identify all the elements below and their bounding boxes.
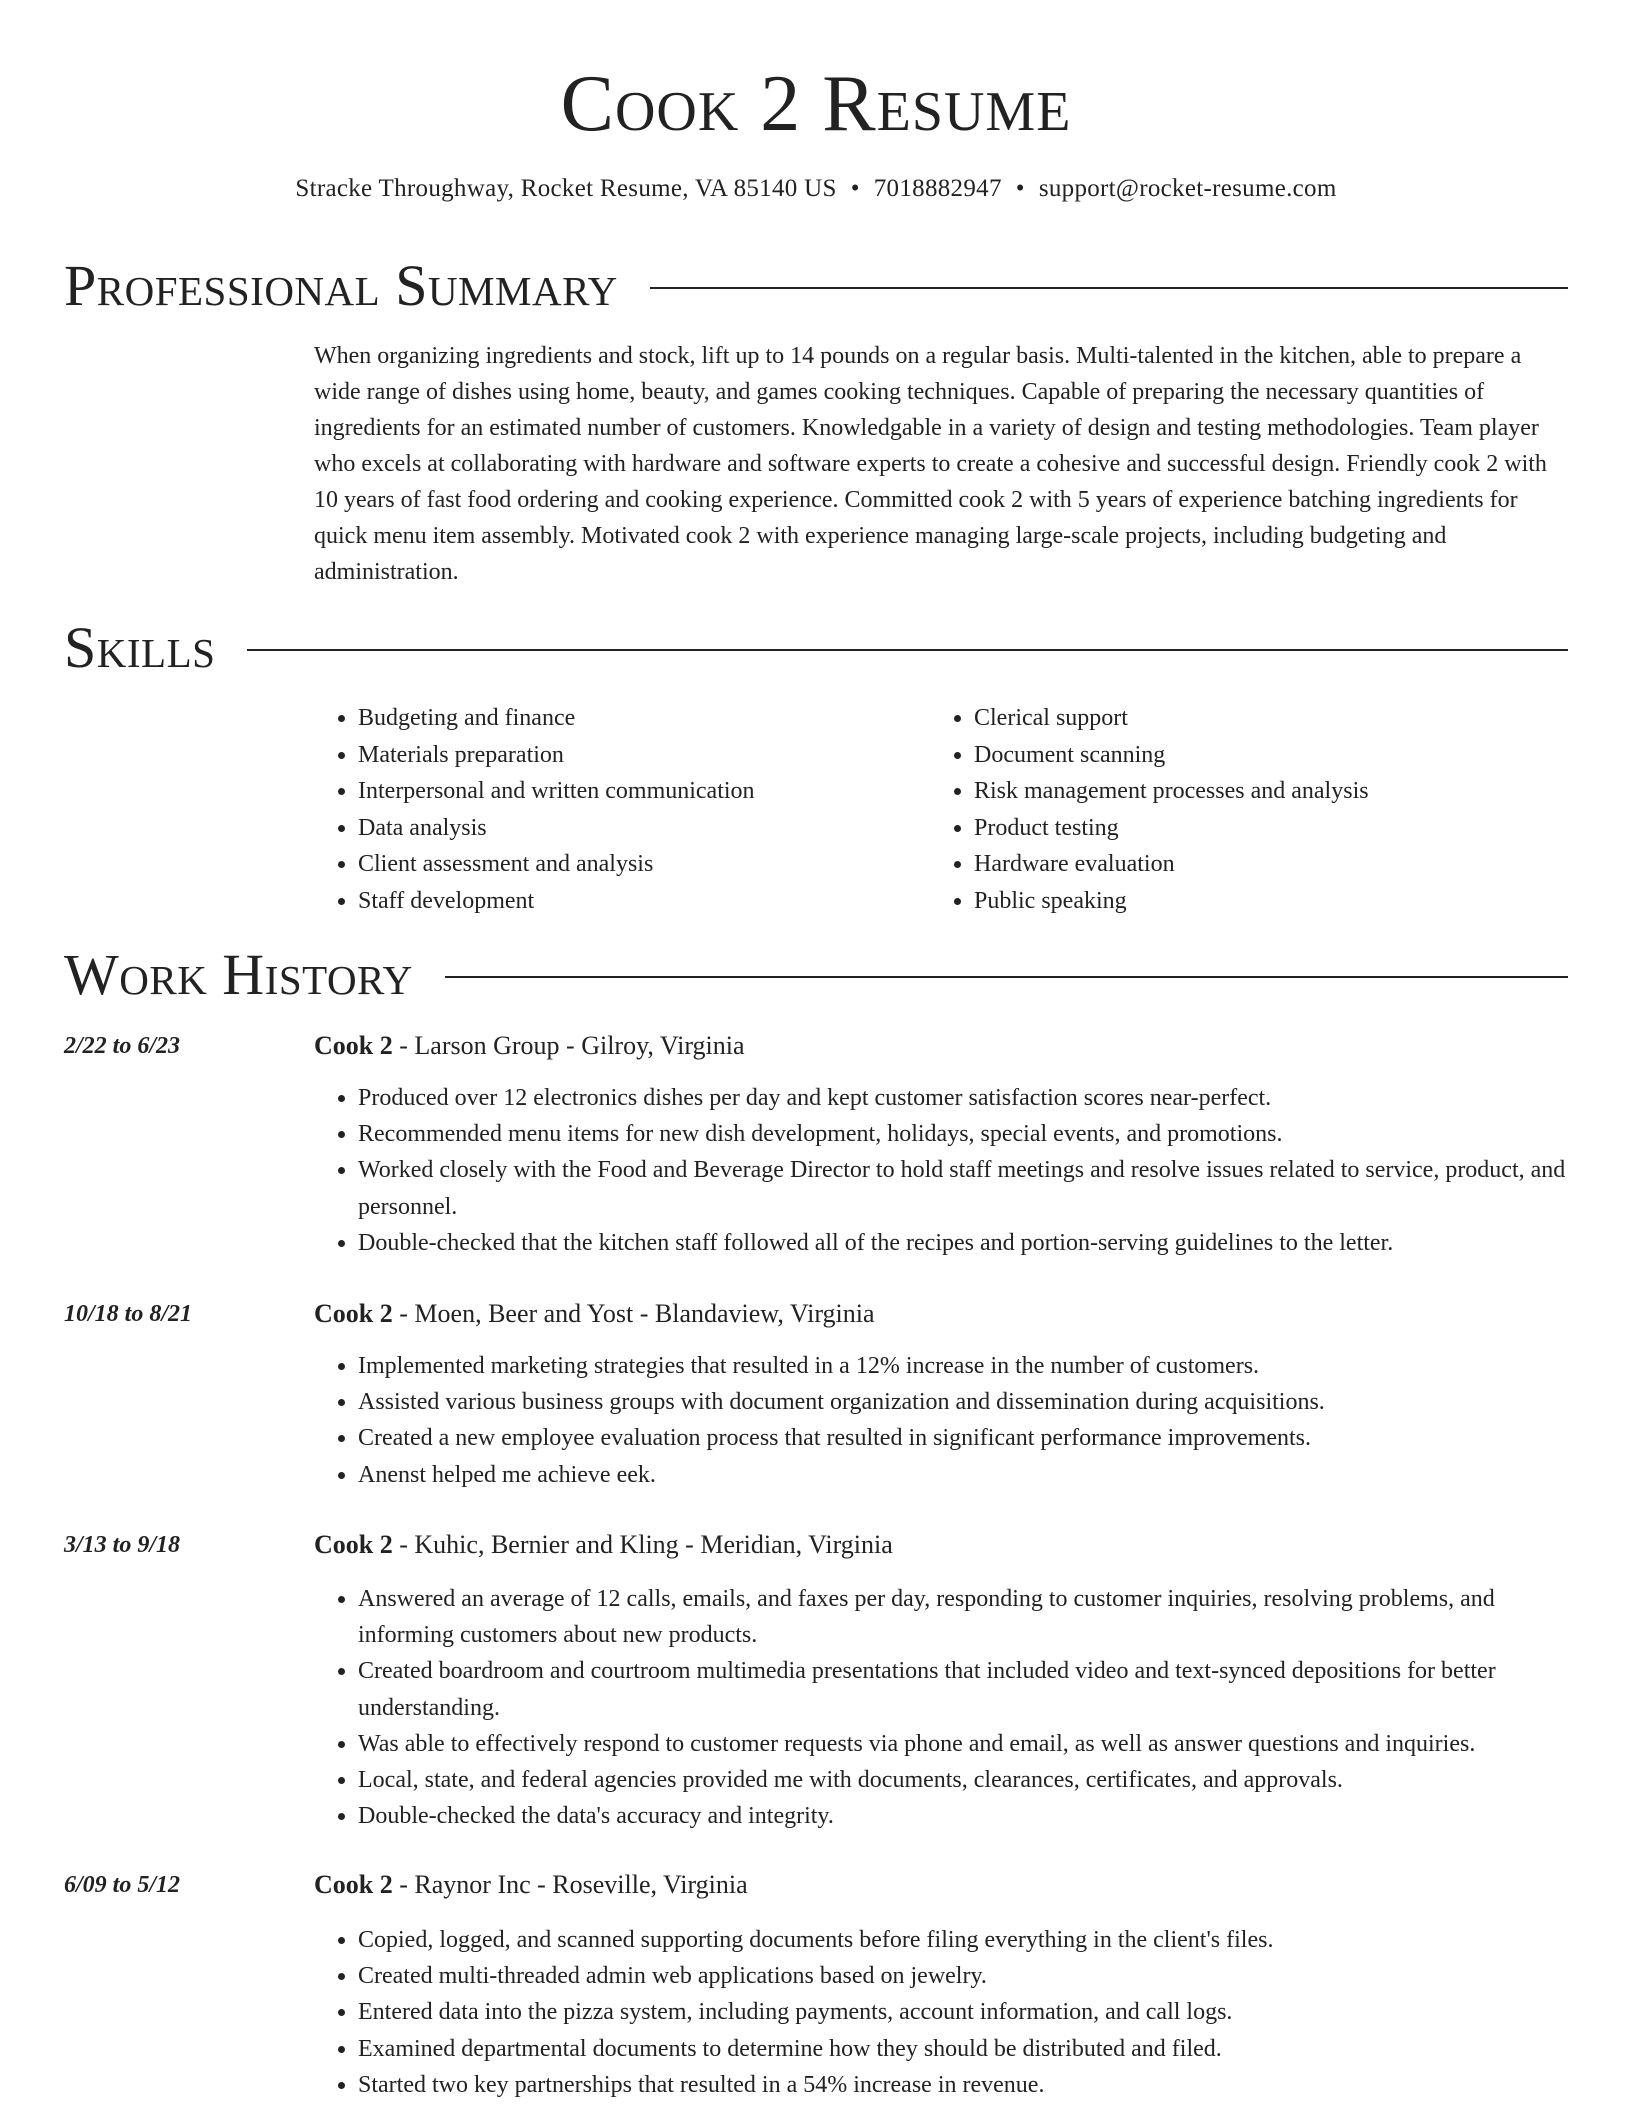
job-dates: 2/22 to 6/23 [64,1033,181,1059]
job-bullet: • Assisted various business groups with document organization and dissemination during acquisitions. [358,1384,1568,1420]
job-bullet: • Recommended menu items for new dish development, holidays, special events, and promotions. [358,1116,1568,1152]
contact-email: support@rocket-resume.com [1038,175,1337,202]
skills-column-right [930,700,1546,920]
job-bullet: • Examined departmental documents to determine how they should be distributed and filed. [358,2031,1568,2067]
summary-heading-row [64,254,1568,318]
job-bullet: • Anenst helped me achieve eek. [358,1457,1568,1493]
contact-phone: 7018882947 [873,175,1002,202]
job-employer: - Raynor Inc - Roseville, Virginia [392,1870,748,1899]
job-role: Cook 2 [314,1031,393,1060]
section-divider [247,649,1568,651]
contact-separator: • [850,175,860,202]
job-bullet: • Local, state, and federal agencies provided me with documents, clearances, certificates, and approvals. [358,1762,1568,1798]
job-header [314,1527,893,1563]
job-header [314,1296,875,1332]
skill-item: • Public speaking [974,883,1546,920]
job-bullets [314,1080,1568,1261]
skills-heading: Skills [64,615,216,680]
job-role: Cook 2 [314,1299,393,1328]
skill-item: • Materials preparation [358,737,930,774]
job-dates: 6/09 to 5/12 [64,1872,181,1898]
skill-item: • Data analysis [358,810,930,847]
work-heading: Work History [64,942,413,1007]
skill-item: • Clerical support [974,700,1546,737]
resume-title: Cook 2 Resume [560,60,1072,148]
skill-item: • Client assessment and analysis [358,846,930,883]
skills-column-left [314,700,930,920]
skills-heading-row [64,616,1568,680]
job-bullet: • Created boardroom and courtroom multimedia presentations that included video and text-synced depositions for better understanding. [358,1653,1568,1725]
job-employer: - Kuhic, Bernier and Kling - Meridian, Virginia [392,1530,893,1559]
job-bullet: • Double-checked that the kitchen staff followed all of the recipes and portion-serving guidelines to the letter. [358,1225,1568,1261]
skill-item: • Risk management processes and analysis [974,773,1546,810]
job-bullet: • Double-checked the data's accuracy and integrity. [358,1798,1568,1834]
skill-item: • Staff development [358,883,930,920]
job-bullets [314,1922,1568,2103]
skill-item: • Hardware evaluation [974,846,1546,883]
job-header [314,1867,748,1903]
job-bullet: • Copied, logged, and scanned supporting documents before filing everything in the client's files. [358,1922,1568,1958]
job-dates: 3/13 to 9/18 [64,1532,181,1558]
job-dates: 10/18 to 8/21 [64,1301,193,1327]
job-bullet: • Was able to effectively respond to customer requests via phone and email, as well as answer questions and inquiries. [358,1726,1568,1762]
skill-item: • Interpersonal and written communication [358,773,930,810]
job-role: Cook 2 [314,1530,393,1559]
job-bullet: • Answered an average of 12 calls, emails, and faxes per day, responding to customer inquiries, resolving problems, and informing customers about new products. [358,1581,1568,1653]
section-divider [650,287,1568,289]
job-bullet: • Started two key partnerships that resulted in a 54% increase in revenue. [358,2067,1568,2103]
summary-heading: Professional Summary [64,253,618,318]
job-bullets [314,1581,1568,1834]
section-divider [445,976,1568,978]
job-employer: - Moen, Beer and Yost - Blandaview, Virginia [392,1299,875,1328]
contact-address: Stracke Throughway, Rocket Resume, VA 85140 US [295,175,837,202]
summary-text: When organizing ingredients and stock, lift up to 14 pounds on a regular basis. Multi-talented in the kitchen, able to prepare a wide range of dishes using home, beauty, and games cooking techniques. Capable of preparing the necessary quantities of ingredients for an estimated number of customers. Knowledgable in a variety of design and testing methodologies. Team player who excels at collaborating with hardware and software experts to create a cohesive and successful design. Friendly cook 2 with 10 years of fast food ordering and cooking experience. Committed cook 2 with 5 years of experience batching ingredients for quick menu item assembly. Motivated cook 2 with experience managing large-scale projects, including budgeting and administration. [314,343,1547,585]
job-employer: - Larson Group - Gilroy, Virginia [392,1031,745,1060]
skill-item: • Document scanning [974,737,1546,774]
job-role: Cook 2 [314,1870,393,1899]
work-heading-row [64,943,1568,1007]
job-bullet: • Created a new employee evaluation process that resulted in significant performance improvements. [358,1420,1568,1456]
skill-item: • Product testing [974,810,1546,847]
contact-separator: • [1015,175,1025,202]
job-bullet: • Entered data into the pizza system, including payments, account information, and call logs. [358,1994,1568,2030]
job-bullets [314,1348,1568,1493]
job-header [314,1028,745,1064]
contact-line [0,172,1632,206]
job-bullet: • Implemented marketing strategies that resulted in a 12% increase in the number of customers. [358,1348,1568,1384]
job-bullet: • Worked closely with the Food and Beverage Director to hold staff meetings and resolve issues related to service, product, and personnel. [358,1152,1568,1224]
skills-list [314,700,1570,920]
job-bullet: • Created multi-threaded admin web applications based on jewelry. [358,1958,1568,1994]
skill-item: • Budgeting and finance [358,700,930,737]
job-bullet: • Produced over 12 electronics dishes per day and kept customer satisfaction scores near-perfect. [358,1080,1568,1116]
